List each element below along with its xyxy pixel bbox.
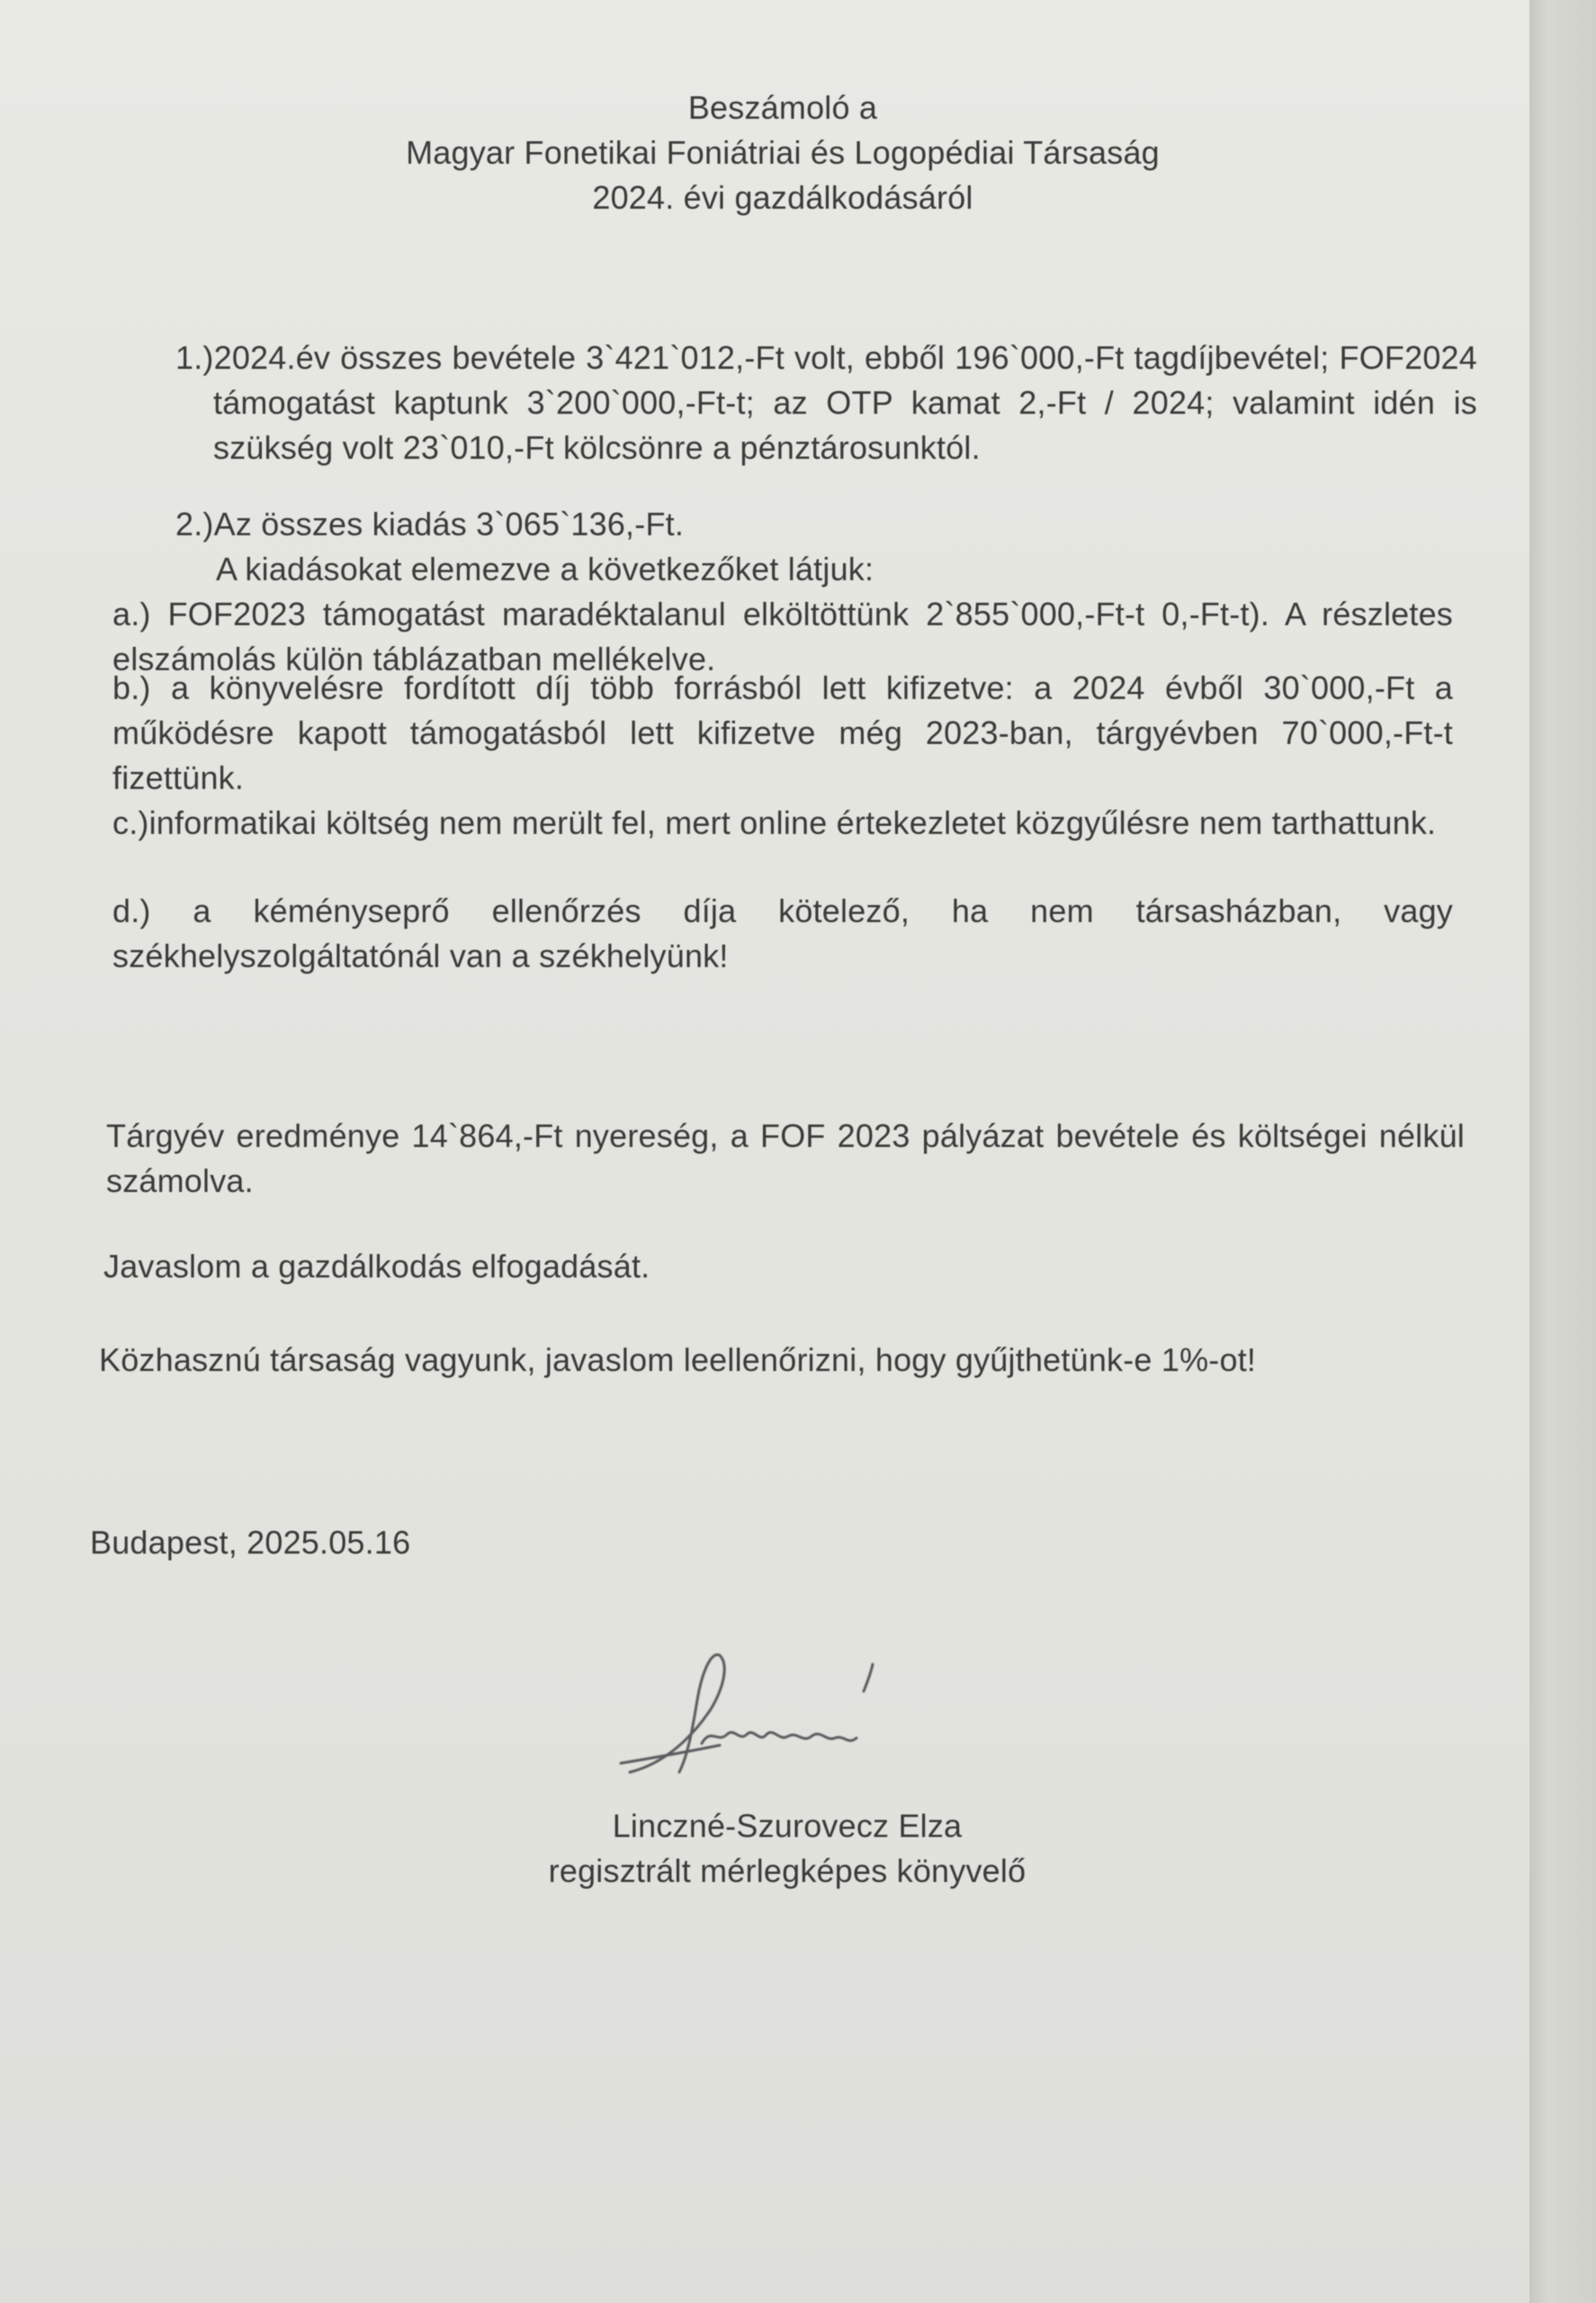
signer-name: Linczné-Szurovecz Elza (612, 1807, 963, 1844)
title-line-3: 2024. évi gazdálkodásáról (592, 179, 973, 216)
nonprofit-paragraph: Közhasznú társaság vagyunk, javaslom leellenőrizni, hogy gyűjthetünk-e 1%-ot! (99, 1341, 1257, 1378)
proposal-paragraph: Javaslom a gazdálkodás elfogadását. (103, 1248, 650, 1285)
expense-item-b: b.) a könyvelésre fordított díj több forrásból lett kifizetve: a 2024 évből 30`000,-Ft a működésre kapott támogatásból lett kifizetve még 2023-ban, tárgyévben 70`000,-Ft-t fizettünk. (112, 669, 1453, 796)
expense-total: 2.)Az összes kiadás 3`065`136,-Ft. (175, 506, 685, 542)
expense-intro: A kiadásokat elemezve a következőket látjuk: (216, 551, 874, 587)
place-and-date: Budapest, 2025.05.16 (90, 1524, 411, 1561)
report-title (225, 85, 1340, 220)
result-paragraph: Tárgyév eredménye 14`864,-Ft nyereség, a FOF 2023 pályázat bevétele és költségei nélkül számolva. (106, 1117, 1465, 1199)
signer-block (405, 1804, 1170, 1894)
title-line-2: Magyar Fonetikai Foniátriai és Logopédiai Társaság (406, 134, 1160, 171)
income-paragraph: 1.)2024.év összes bevétele 3`421`012,-Ft volt, ebből 196`000,-Ft tagdíjbevétel; FOF2024 támogatást kaptunk 3`200`000,-Ft-t; az OTP kamat 2,-Ft / 2024; valamint idén is szükség volt 23`010,-Ft kölcsönre a pénztárosunktól. (175, 339, 1477, 466)
signer-title: regisztrált mérlegképes könyvelő (548, 1852, 1027, 1889)
expense-item-d: d.) a kéményseprő ellenőrzés díja kötelező, ha nem társasházban, vagy székhelyszolgáltatónál van a székhelyünk! (112, 892, 1453, 974)
expense-item-a: a.) FOF2023 támogatást maradéktalanul elköltöttünk 2`855`000,-Ft-t 0,-Ft-t). A részletes elszámolás külön táblázatban mellékelve. (112, 596, 1453, 677)
background-surface (1529, 0, 1596, 2303)
expense-item-c: c.)informatikai költség nem merült fel, mert online értekezletet közgyűlésre nem tarthattunk. (112, 804, 1437, 841)
handwritten-signature (612, 1637, 936, 1790)
title-line-1: Beszámoló a (687, 89, 878, 126)
